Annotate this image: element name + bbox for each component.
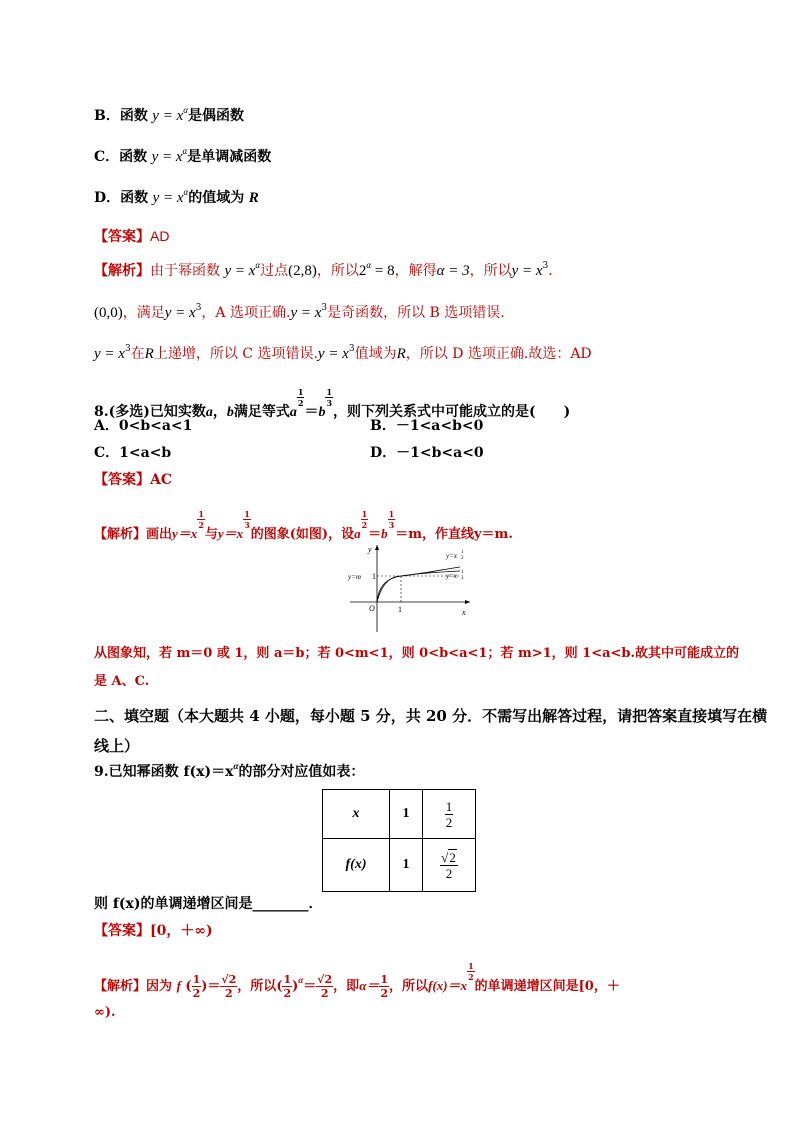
section-2-title-1: 二、填空题（本大题共 4 小题，每小题 5 分，共 20 分．不需写出解答过程，请把答案直接填写在横: [94, 707, 768, 725]
q7-option-b: B．函数 $y = x^\alpha$是偶函数: [94, 105, 244, 124]
q9-analysis-2: ∞).: [94, 1005, 116, 1020]
svg-text:1: 1: [461, 570, 464, 575]
q9-answer: 【答案】[0，＋∞): [94, 923, 213, 939]
table-cell: 1: [390, 839, 423, 892]
ym-label: y=m: [348, 573, 361, 581]
q8-graph: [340, 540, 475, 635]
curve-half-label: y=x: [446, 552, 457, 560]
x-axis-arrow: [465, 600, 470, 604]
table-cell: 1: [390, 790, 423, 839]
q9-stem: 9.已知幂函数 $f(x)=x^\alpha$的部分对应值如表：: [94, 761, 365, 780]
tick-label-y-one: 1: [372, 572, 376, 581]
q7-analysis-line-2: (0,0)，满足$y = x^3$，A 选项正确$.y = x^3$是奇函数，所以 B 选项错误.: [94, 303, 505, 321]
q7-option-c: C．函数 $y = x^\alpha$是单调减函数: [94, 146, 272, 165]
origin-label: O: [369, 604, 375, 613]
table-cell: $\frac{1}{2}$: [423, 790, 476, 839]
section-2-title-2: 线上）: [94, 737, 140, 755]
y-axis-label: y: [368, 545, 372, 554]
q9-value-table: [322, 789, 476, 892]
q7-answer: 【答案】AD: [94, 228, 170, 245]
q8-option-a: A．0<b<a<1: [94, 418, 193, 434]
svg-text:2: 2: [461, 556, 464, 561]
y-axis-arrow: [375, 545, 379, 550]
q8-stem: 8.(多选)已知实数a，b满足等式a $\frac{1}{2}$ ＝b $\frac{1}{3}$ ，则下列关系式中可能成立的是( ): [94, 387, 571, 420]
q7-option-d: D．函数 $y = x^\alpha$的值域为 R: [94, 187, 259, 206]
table-header-x: x: [323, 790, 390, 839]
q8-analysis: 【解析】画出y＝x $\frac{1}{2}$ 与y＝x $\frac{1}{3}$ 的图象(如图)，设a $\frac{1}{2}$ ＝b $\frac{1}{3}$ ＝m，作直线y＝m.: [94, 509, 513, 542]
table-cell: $\frac{√2}{2}$: [423, 839, 476, 892]
x-axis-label: x: [462, 608, 466, 617]
q7-analysis-line-1: 【解析】由于幂函数 $y = x^\alpha$过点(2,8)，所以$2^\alpha = 8$，解得α = 3，所以$y = x^3$.: [94, 260, 553, 279]
q8-option-b: B．－1<a<b<0: [370, 418, 484, 434]
q8-answer: 【答案】AC: [94, 472, 173, 488]
svg-text:3: 3: [461, 576, 464, 581]
q8-option-c: C．1<a<b: [94, 445, 172, 461]
curve-third-label: y=x: [446, 572, 457, 580]
q9-analysis: 【解析】因为 f ( $\frac{1}{2}$ )＝ $\frac{√2}{2}$ ，所以( $\frac{1}{2}$ )$^\alpha$＝ $\frac{√2}{2}$ ，即α＝ $\frac{1}{2}$ ，所以f(x)＝x $\frac{1}{2}$ 的单调递增区间是[0，＋: [94, 961, 620, 1000]
q7-analysis-line-3: $y = x^3$在R上递增，所以 C 选项错误$.y = x^3$值域为R，所以 D 选项正确.故选：AD: [94, 344, 592, 362]
q8-option-d: D．－1<b<a<0: [370, 445, 484, 461]
tick-label-x-one: 1: [398, 605, 402, 614]
q8-conclusion-1: 从图象知，若 m＝0 或 1，则 a＝b；若 0<m<1，则 0<b<a<1；若 m>1，则 1<a<b.故其中可能成立的: [94, 646, 740, 661]
table-header-fx: f(x): [323, 839, 390, 892]
q9-question: 则 f(x)的单调递增区间是________．: [94, 896, 323, 912]
q8-conclusion-2: 是 A、C.: [94, 674, 150, 689]
svg-text:1: 1: [461, 550, 464, 555]
